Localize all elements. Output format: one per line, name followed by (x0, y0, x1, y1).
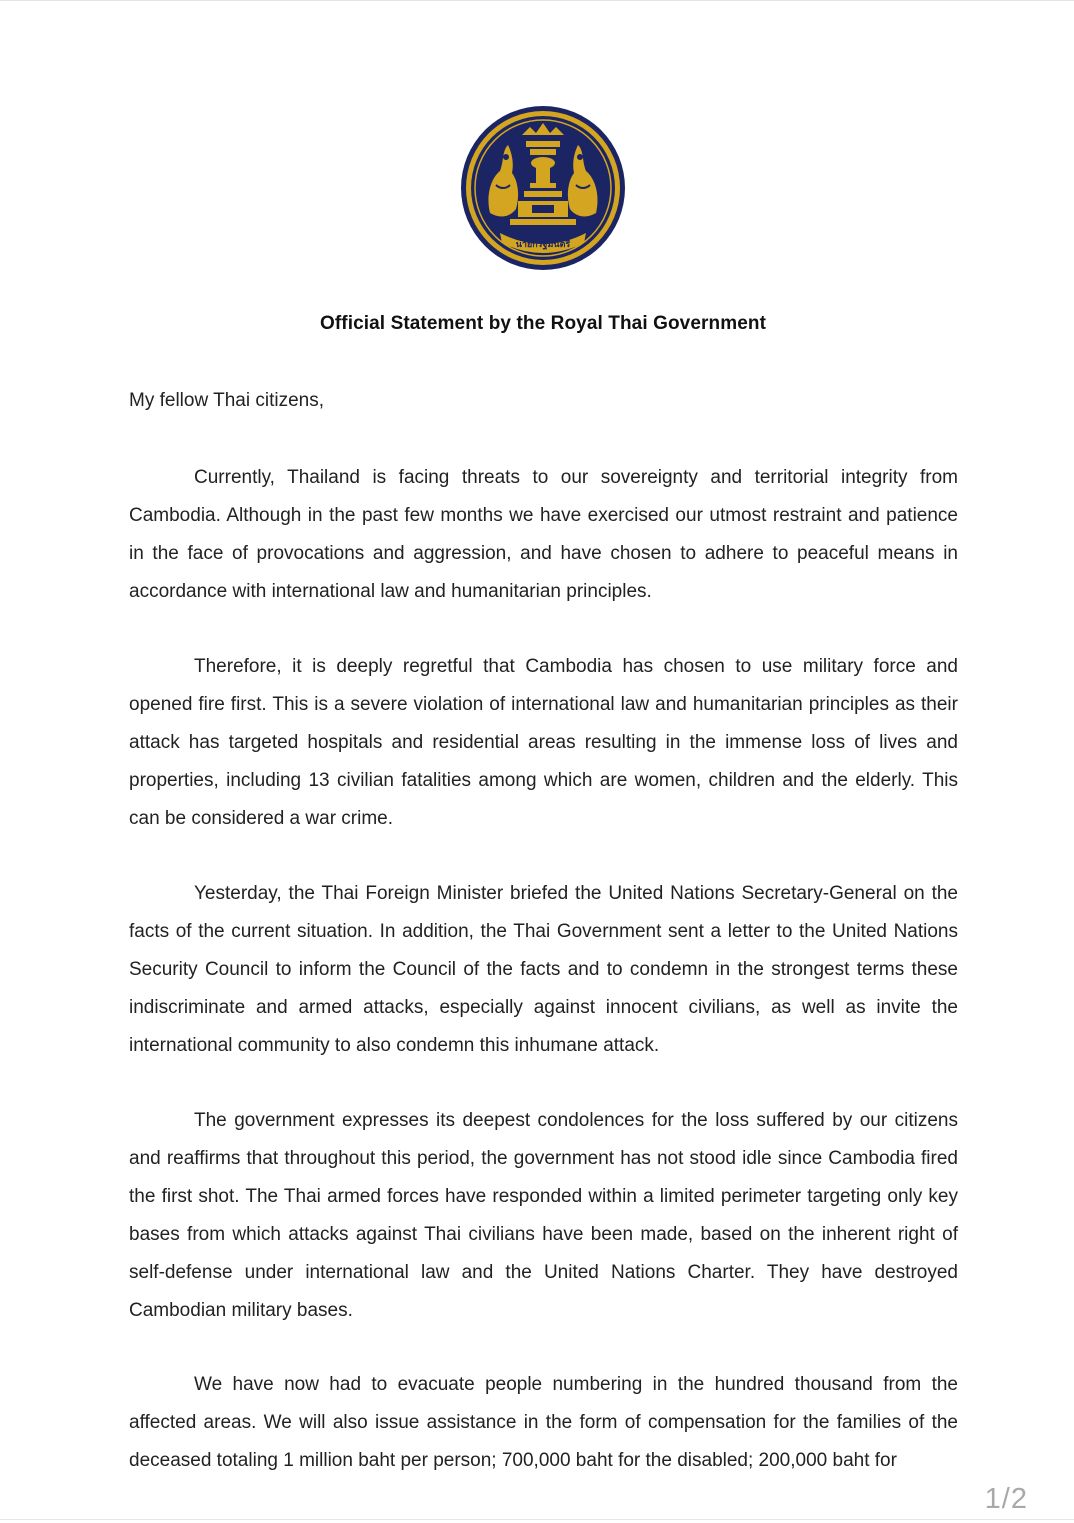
paragraph-3: Yesterday, the Thai Foreign Minister briefed the United Nations Secretary-General on the facts of the current situation. In addition, the Thai Government sent a letter to the United Nations Security Council to inform the Council of the facts and to condemn in the strongest terms these indiscriminate and armed attacks, especially against innocent civilians, as well as invite the international community to also condemn this inhumane attack. (129, 883, 958, 1056)
page-bottom-divider (0, 1519, 1074, 1520)
paragraph-4: The government expresses its deepest condolences for the loss suffered by our citizens and reaffirms that throughout this period, the government has not stood idle since Cambodia fired the first shot. The Thai armed forces have responded within a limited perimeter targeting only key bases from which attacks against Thai civilians have been made, based on the inherent right of self-defense under international law and the United Nations Charter. They have destroyed Cambodian military bases. (129, 1110, 958, 1321)
page-indicator: 1/2 (984, 1483, 1028, 1515)
paragraph-1: Currently, Thailand is facing threats to our sovereignty and territorial integrity from Cambodia. Although in the past few months we have exercised our utmost restraint and patience in the face of provocations and aggression, and have chosen to adhere to peaceful means in accordance with international law and humanitarian principles. (129, 467, 958, 602)
paragraph-5: We have now had to evacuate people numbering in the hundred thousand from the affected areas. We will also issue assistance in the form of compensation for the families of the deceased totaling 1 million baht per person; 700,000 baht for the disabled; 200,000 baht for (129, 1374, 958, 1471)
statement-title: Official Statement by the Royal Thai Government (319, 313, 766, 334)
royal-thai-government-seal-icon (460, 105, 626, 271)
salutation: My fellow Thai citizens, (129, 390, 324, 411)
paragraph-2: Therefore, it is deeply regretful that Cambodia has chosen to use military force and opened fire first. This is a severe violation of international law and humanitarian principles as their attack has targeted hospitals and residential areas resulting in the immense loss of lives and properties, including 13 civilian fatalities among which are women, children and the elderly. This can be considered a war crime. (129, 656, 958, 829)
svg-text:นายกรัฐมนตรี: นายกรัฐมนตรี (515, 240, 571, 250)
